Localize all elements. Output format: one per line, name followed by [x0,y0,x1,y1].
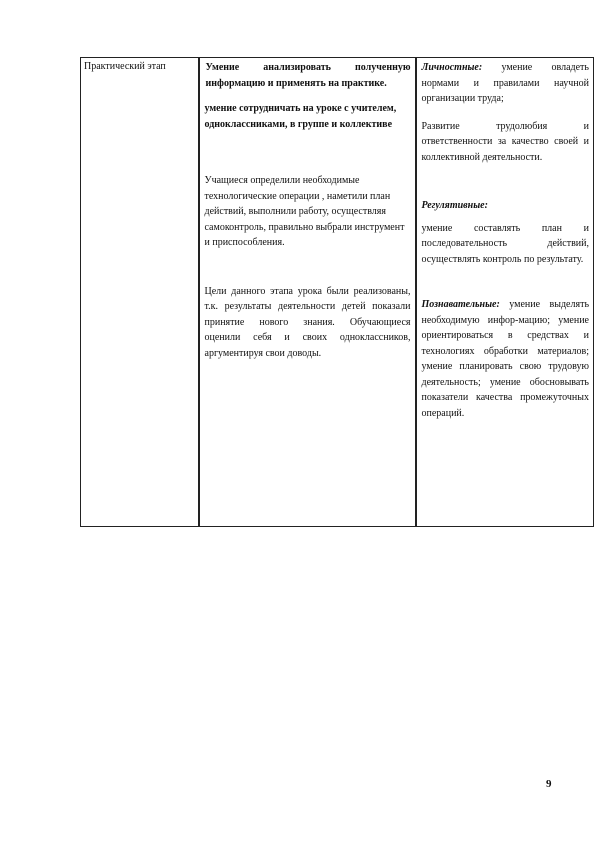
regulatory-text: умение составлять план и последовательность действий, осуществлять контроль по результату. [421,222,589,265]
personal-label: Личностные: [421,62,483,73]
stage-cell [81,58,199,527]
cognitive-text: умение выделять необходимую инфор-мацию; умение ориентироваться в средствах и технологиях обработки материалов; умение планировать свою трудовую деятельность; умение обосновывать показатели качества промежуточных операций. [421,299,589,419]
stage-label: Практический этап [84,61,166,72]
uud-cell [416,58,594,527]
cognitive-label: Познавательные: [421,299,500,310]
personal-text: умение овладеть нормами и правилами научной организации труда; [421,62,589,104]
table-row [81,58,594,527]
development-text: Развитие трудолюбия и ответственности за качество своей и коллективной деятельности. [421,120,589,163]
skills-cell [199,58,416,527]
activity-text: Учащиеся определили необходимые технологические операции , наметили план действий, выполнили работу, осуществляя самоконтроль, правильно выбрали инструмент и приспособления. [204,175,405,248]
stage-result-text: Цели данного этапа урока были реализованы, т.к. результаты деятельности детей показали принятие нового знания. Обучающиеся оценили себя и своих одноклассников, аргументируя свои доводы. [204,285,411,359]
skill-analyze-text: Умение анализировать полученную информацию и применять на практике. [205,62,411,89]
personal-uud [422,60,590,107]
lesson-stage-table [80,57,594,527]
skill-cooperate-text: умение сотрудничать на уроке с учителем, одноклассниками, в группе и коллективе [204,103,397,130]
page-number: 9 [546,778,552,790]
cognitive-uud [422,297,590,421]
regulatory-label: Регулятивные: [421,200,488,211]
